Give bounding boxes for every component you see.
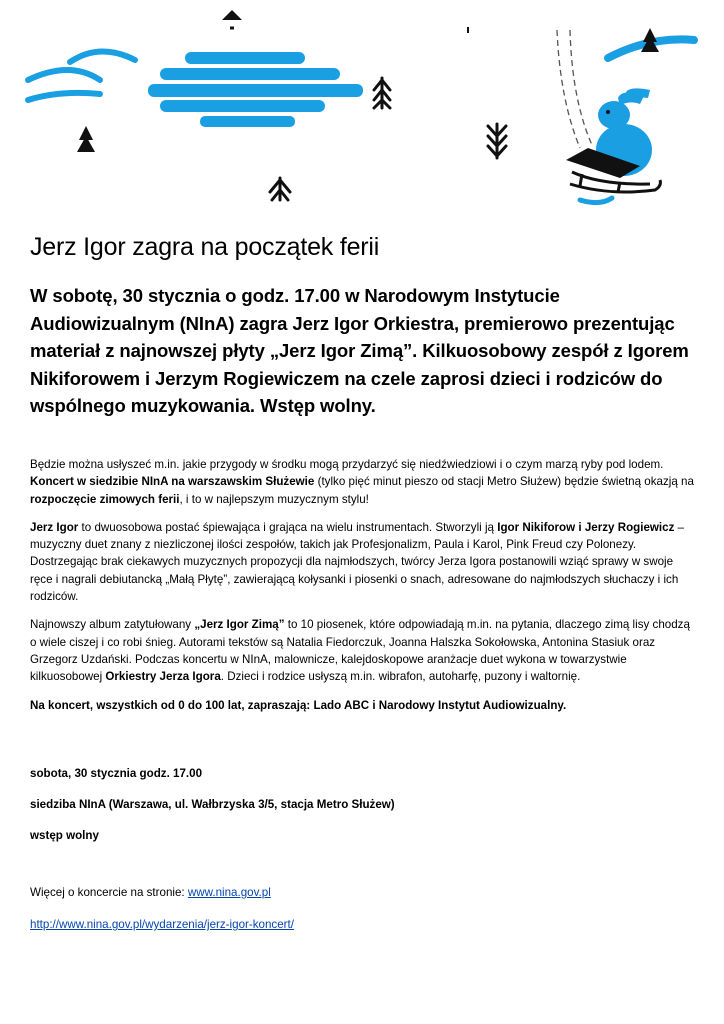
link-nina-homepage[interactable]: www.nina.gov.pl	[187, 885, 271, 899]
cloud-shape	[148, 52, 363, 127]
event-date: sobota, 30 stycznia godz. 17.00	[30, 766, 203, 780]
more-info-link	[30, 916, 694, 933]
paragraph-intro: Będzie można usłyszeć m.in. jakie przygody w środku mogą przydarzyć się niedźwiedziowi i o czym marzą ryby pod lodem. Koncert w siedzibie NInA na warszawskim Służewie (tylko pięć minut pieszo od stacji Metro Służew) będzie świetną okazją na rozpoczęcie zimowych ferii, i to w najlepszym muzycznym stylu!	[30, 457, 694, 506]
event-entry: wstęp wolny	[30, 828, 99, 842]
paragraph-band: Jerz Igor to dwuosobowa postać śpiewająca i grająca na wielu instrumentach. Stworzyli ją Igor Nikiforow i Jerzy Rogiewicz – muzyczny duet znany z niezliczonej ilości zespołów, takich jak Profesjonalizm, Paula i Karol, Pink Freud czy Polonezy. Dostrzegając brak ciekawych muzycznych propozycji dla najmłodszych, twórcy Jerza Igora postanowili wziąć sprawy w swoje ręce i nagrali debiutancką „Małą Płytę”, zawierającą kołysanki i piosenki o snach, adresowane do najmłodszych słuchaczy i ich rodziców.	[30, 520, 685, 604]
more-info: Więcej o koncercie na stronie: www.nina.gov.pl	[30, 885, 271, 899]
rabbit-on-sled-illustration	[566, 88, 660, 202]
pine-tree-icon	[374, 78, 390, 108]
paragraph-invitation: Na koncert, wszystkich od 0 do 100 lat, zapraszają: Lado ABC i Narodowy Instytut Audiowizualny.	[30, 698, 567, 712]
pine-tree-icon	[77, 126, 95, 152]
hills-shape	[608, 28, 694, 58]
pine-tree-icon	[488, 124, 506, 158]
link-concert-page[interactable]: http://www.nina.gov.pl/wydarzenia/jerz-igor-koncert/	[30, 918, 294, 932]
article	[30, 232, 694, 944]
pine-tree-icon	[222, 10, 242, 28]
article-title: Jerz Igor zagra na początek ferii	[30, 233, 380, 261]
winter-illustration-banner	[0, 0, 724, 215]
pine-tree-icon	[270, 178, 290, 200]
article-lead: W sobotę, 30 stycznia o godz. 17.00 w Narodowym Instytucie Audiowizualnym (NInA) zagra Jerz Igor Orkiestra, premierowo prezentując materiał z najnowszej płyty „Jerz Igor Zimą”. Kilkuosobowy zespół z Igorem Nikiforowem i Jerzym Rogiewiczem na czele zaprosi dzieci i rodziców do wspólnego muzykowania. Wstęp wolny.	[30, 285, 689, 417]
paragraph-album: Najnowszy album zatytułowany „Jerz Igor Zimą” to 10 piosenek, które odpowiadają m.in. na pytania, dlaczego zimą lisy chodzą o wiele ciszej i co robi śnieg. Autorami tekstów są Natalia Fiedorczuk, Joanna Halszka Sokołowska, Antonina Stasiuk oraz Grzegorz Uzdański. Podczas koncertu w NInA, malownicze, kalejdoskopowe aranżacje duet wykona w towarzystwie kilkuosobowej Orkiestry Jerza Igora. Dzieci i rodzice usłyszą m.in. wibrafon, autoharfę, puzony i waltornię.	[30, 618, 690, 684]
hills-shape	[28, 51, 135, 100]
sled-tracks	[557, 30, 592, 148]
event-place: siedziba NInA (Warszawa, ul. Wałbrzyska 3/5, stacja Metro Służew)	[30, 797, 395, 811]
